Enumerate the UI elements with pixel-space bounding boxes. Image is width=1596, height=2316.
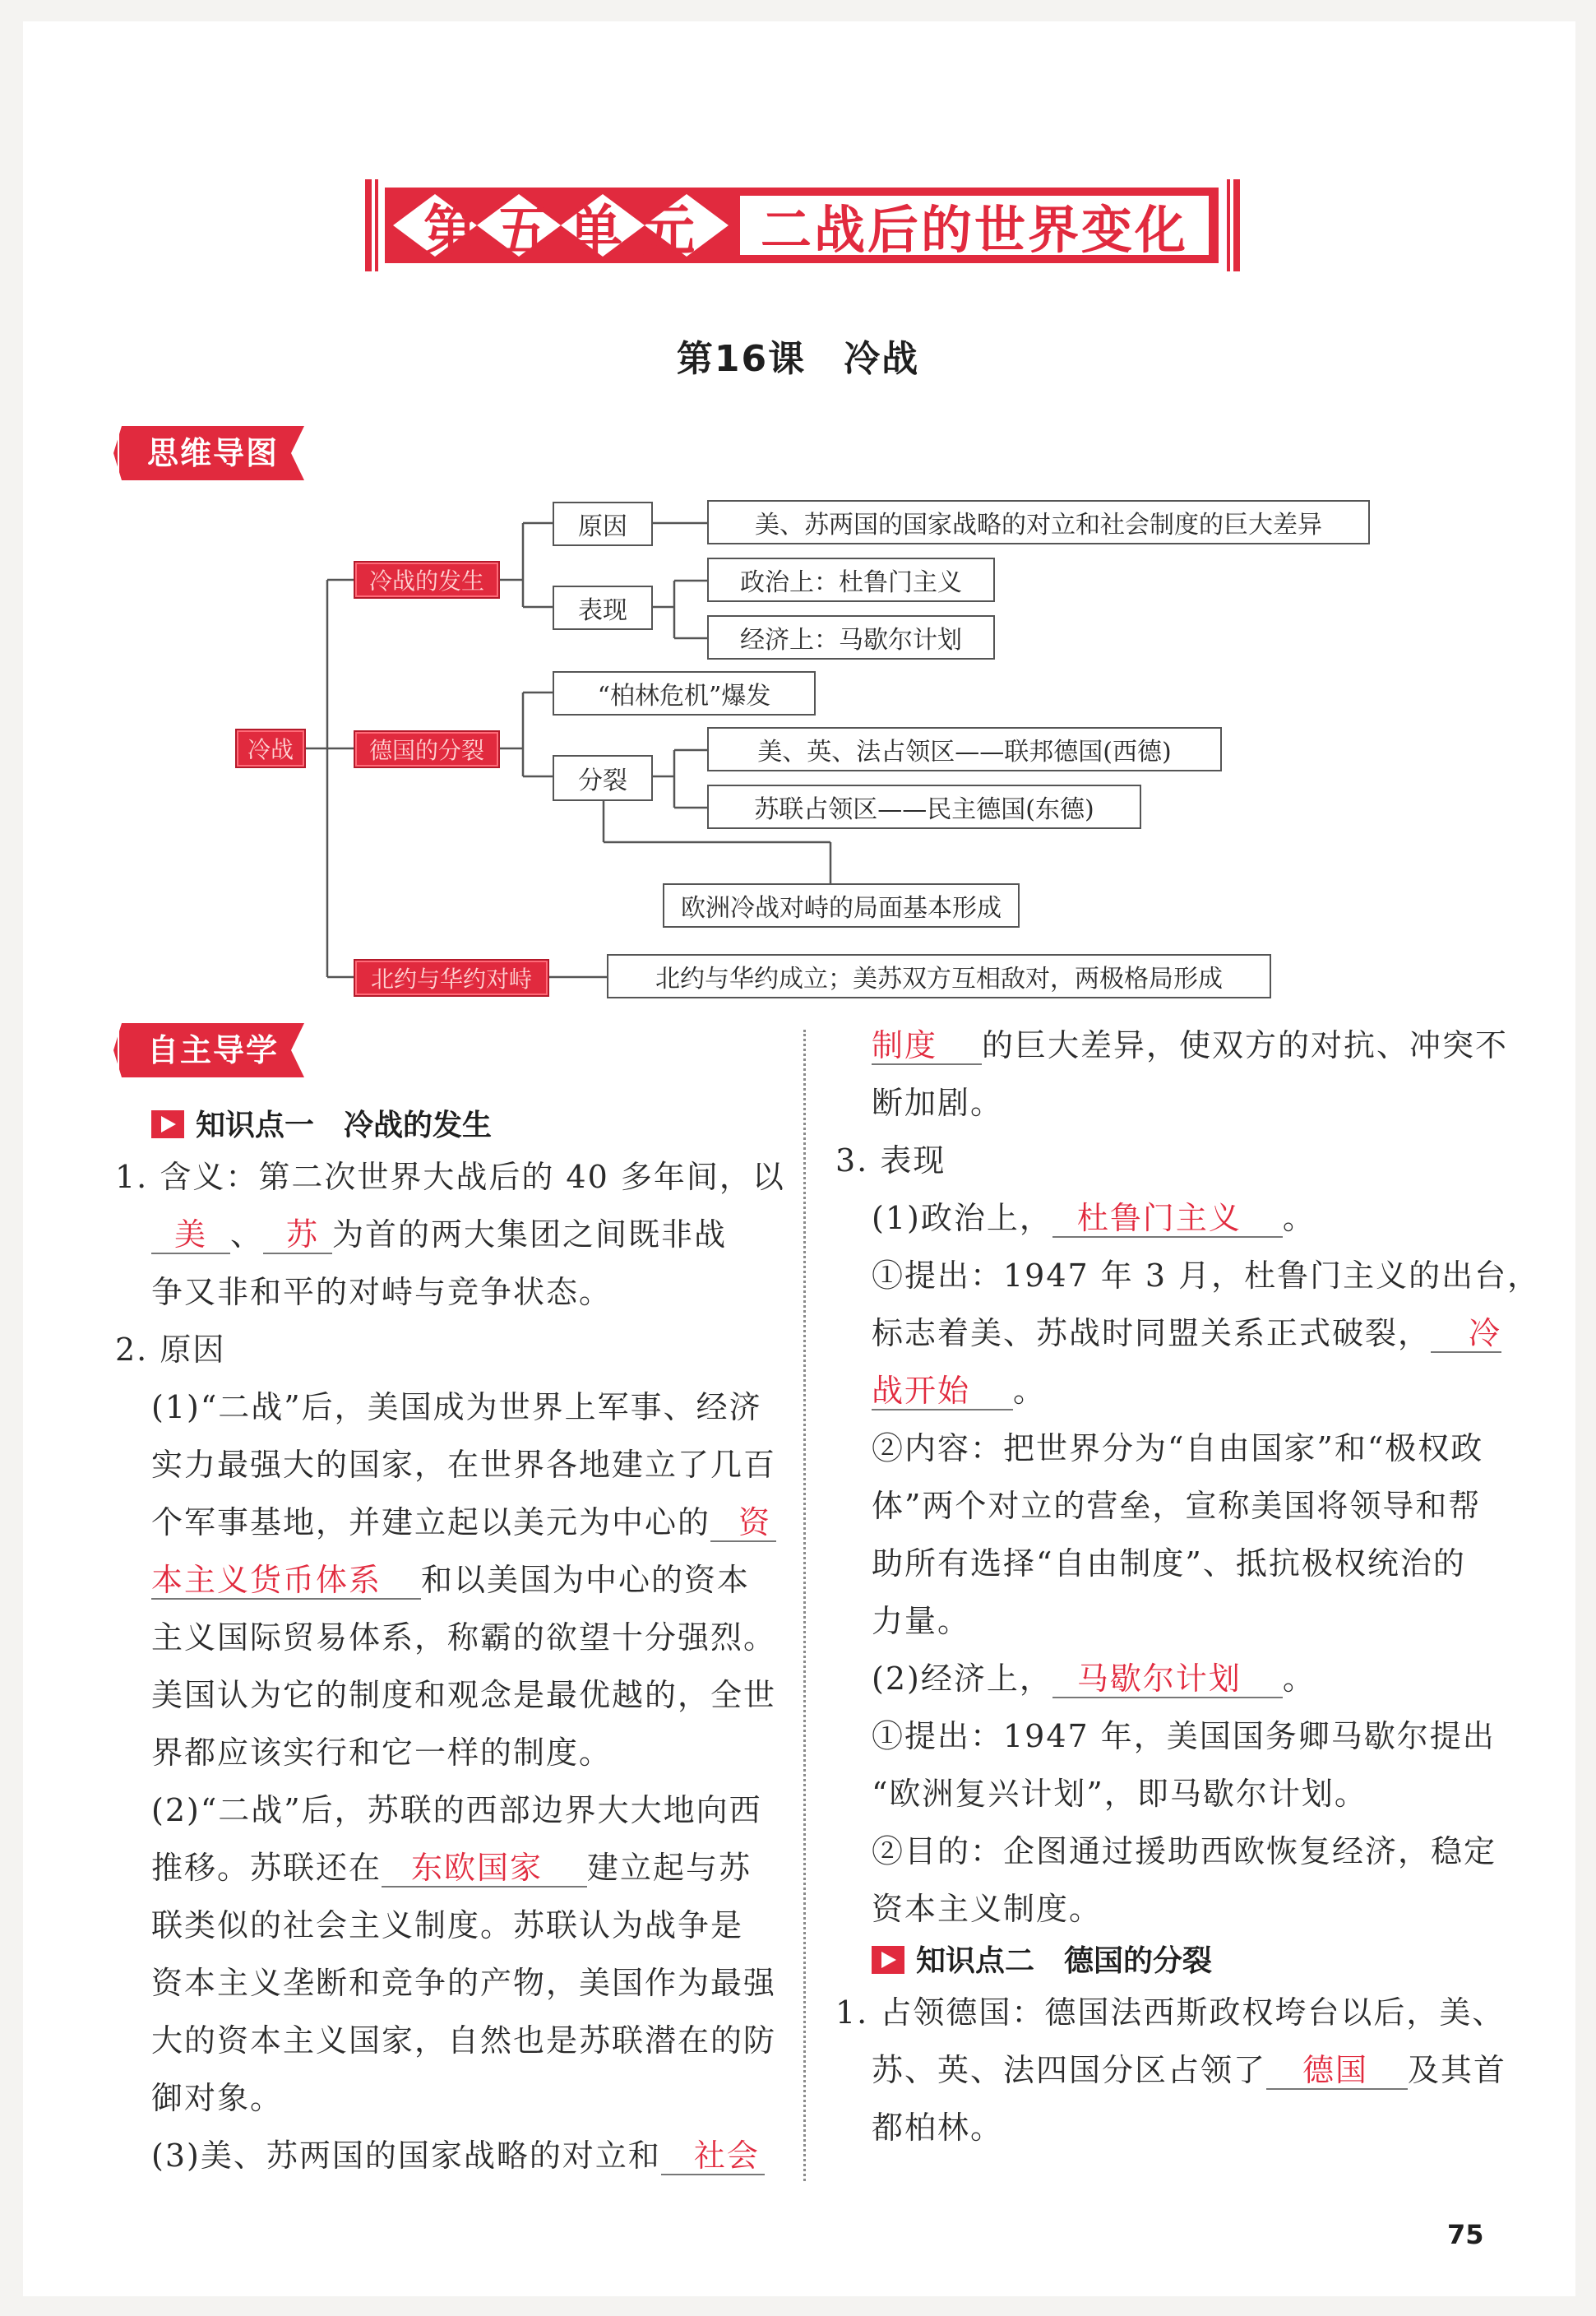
text-line: 御对象。 [151, 2080, 284, 2116]
text-run: 建立起与苏 [587, 1850, 752, 1886]
text-line: 力量。 [872, 1603, 971, 1639]
text-run: 。 [1282, 1200, 1316, 1236]
text-line: 争又非和平的对峙与竞争状态。 [151, 1274, 613, 1310]
section-tag-study-label: 自主导学 [146, 1031, 279, 1068]
answer-blank: 社会 [661, 2138, 765, 2175]
answer-blank: 制度 [872, 1027, 982, 1065]
mindmap-node-reason-text: 美、苏两国的国家战略的对立和社会制度的巨大差异 [707, 500, 1370, 544]
answer-blank: 冷 [1431, 1315, 1501, 1353]
text-line: 都柏林。 [872, 2110, 1004, 2146]
section-tag-mindmap-label: 思维导图 [146, 434, 279, 471]
text-run: 及其首 [1408, 2052, 1507, 2088]
text-run: 标志着美、苏战时同盟关系正式破裂， [872, 1315, 1432, 1351]
text-run: (1)政治上， [872, 1200, 1052, 1236]
text-run: (3)美、苏两国的国家战略的对立和 [151, 2138, 661, 2174]
text-line [872, 1362, 1046, 1420]
text-line: 1. 含义：第二次世界大战后的 40 多年间，以 [115, 1159, 785, 1195]
text-run: (2)经济上， [872, 1661, 1052, 1697]
text-line: 美国认为它的制度和观念是最优越的，全世 [151, 1677, 777, 1713]
text-run: 推移。苏联还在 [151, 1850, 382, 1886]
mindmap-branch-origin: 冷战的发生 [354, 561, 500, 599]
mindmap-node-east: 苏联占领区——民主德国(东德) [707, 785, 1141, 829]
text-line: ①提出：1947 年 3 月，杜鲁门主义的出台， [872, 1258, 1541, 1294]
mindmap-node-west: 美、英、法占领区——联邦德国(西德) [707, 727, 1222, 771]
mindmap-node-europe: 欧洲冷战对峙的局面基本形成 [663, 883, 1020, 928]
text-line: 2. 原因 [115, 1332, 226, 1368]
text-line: 助所有选择“自由制度”、抵抗极权统治的 [872, 1545, 1466, 1582]
text-line: “欧洲复兴计划”，即马歇尔计划。 [872, 1776, 1367, 1812]
text-line: 资本主义制度。 [872, 1891, 1103, 1927]
text-line: 界都应该实行和它一样的制度。 [151, 1735, 613, 1771]
page-number: 75 [1447, 2219, 1484, 2250]
mindmap-node-berlin: “柏林危机”爆发 [553, 671, 816, 716]
answer-blank: 东欧国家 [382, 1850, 587, 1888]
mindmap-node-manifest: 表现 [553, 586, 653, 630]
answer-blank: 苏 [263, 1216, 332, 1254]
answer-blank: 资 [710, 1504, 776, 1542]
text-line [872, 1304, 1501, 1362]
mindmap-branch-nato: 北约与华约对峙 [354, 959, 549, 997]
text-line: 资本主义垄断和竞争的产物，美国作为最强 [151, 1965, 777, 2001]
text-line [872, 1189, 1316, 1247]
mindmap-branch-germany: 德国的分裂 [354, 730, 500, 768]
play-icon [872, 1946, 904, 1974]
text-line: 实力最强大的国家，在世界各地建立了几百 [151, 1447, 777, 1483]
answer-blank: 战开始 [872, 1373, 1013, 1410]
text-line: 3. 表现 [835, 1142, 946, 1179]
text-line: 体”两个对立的营垒，宣称美国将领导和帮 [872, 1488, 1482, 1524]
text-run: 。 [1013, 1373, 1047, 1409]
mindmap-node-nato: 北约与华约成立；美苏双方互相敌对，两极格局形成 [607, 954, 1271, 998]
knowledge-point-2 [872, 1933, 1212, 1990]
text-run: 个军事基地，并建立起以美元为中心的 [151, 1504, 711, 1540]
text-line [872, 1017, 1508, 1074]
answer-blank: 马歇尔计划 [1052, 1661, 1283, 1698]
text-line: 断加剧。 [872, 1085, 1004, 1121]
lesson-title: 第16课 冷战 [676, 338, 920, 380]
answer-blank: 德国 [1266, 2052, 1408, 2090]
text-line: 联类似的社会主义制度。苏联认为战争是 [151, 1907, 744, 1943]
mindmap-node-reason: 原因 [553, 502, 653, 546]
knowledge-point-1-title: 知识点一 冷战的发生 [196, 1109, 493, 1142]
text-line: (2)“二战”后，苏联的西部边界大大地向西 [151, 1792, 762, 1828]
answer-blank: 美 [151, 1216, 230, 1254]
unit-label-text: 第五单元 [423, 198, 713, 262]
answer-blank: 杜鲁门主义 [1052, 1200, 1283, 1238]
text-line: (1)“二战”后，美国成为世界上军事、经济 [151, 1389, 762, 1425]
text-run: 。 [1282, 1661, 1316, 1697]
mindmap-node-economic: 经济上：马歇尔计划 [707, 615, 995, 660]
text-line [872, 2041, 1506, 2099]
text-line: ②内容：把世界分为“自由国家”和“极权政 [872, 1430, 1484, 1466]
text-line: 1. 占领德国：德国法西斯政权垮台以后，美、 [835, 1994, 1506, 2031]
text-run: 的巨大差异，使双方的对抗、冲突不 [982, 1027, 1509, 1063]
separator: 、 [230, 1216, 264, 1253]
text-line [872, 1650, 1316, 1707]
text-run: 和以美国为中心的资本 [421, 1562, 751, 1598]
text-run: 为首的两大集团之间既非战 [332, 1216, 728, 1253]
unit-title: 二战后的世界变化 [740, 196, 1209, 255]
text-line: 大的资本主义国家，自然也是苏联潜在的防 [151, 2022, 777, 2059]
mindmap-node-political: 政治上：杜鲁门主义 [707, 558, 995, 602]
text-run: 苏、英、法四国分区占领了 [872, 2052, 1267, 2088]
knowledge-point-2-title: 知识点二 德国的分裂 [916, 1944, 1213, 1978]
text-line: ①提出：1947 年，美国国务卿马歇尔提出 [872, 1718, 1496, 1754]
mindmap-node-split: 分裂 [553, 755, 653, 801]
text-line: 主义国际贸易体系，称霸的欲望十分强烈。 [151, 1619, 777, 1656]
mindmap-root: 冷战 [235, 729, 306, 768]
answer-blank: 本主义货币体系 [151, 1562, 421, 1600]
text-line: ②目的：企图通过援助西欧恢复经济，稳定 [872, 1833, 1497, 1869]
